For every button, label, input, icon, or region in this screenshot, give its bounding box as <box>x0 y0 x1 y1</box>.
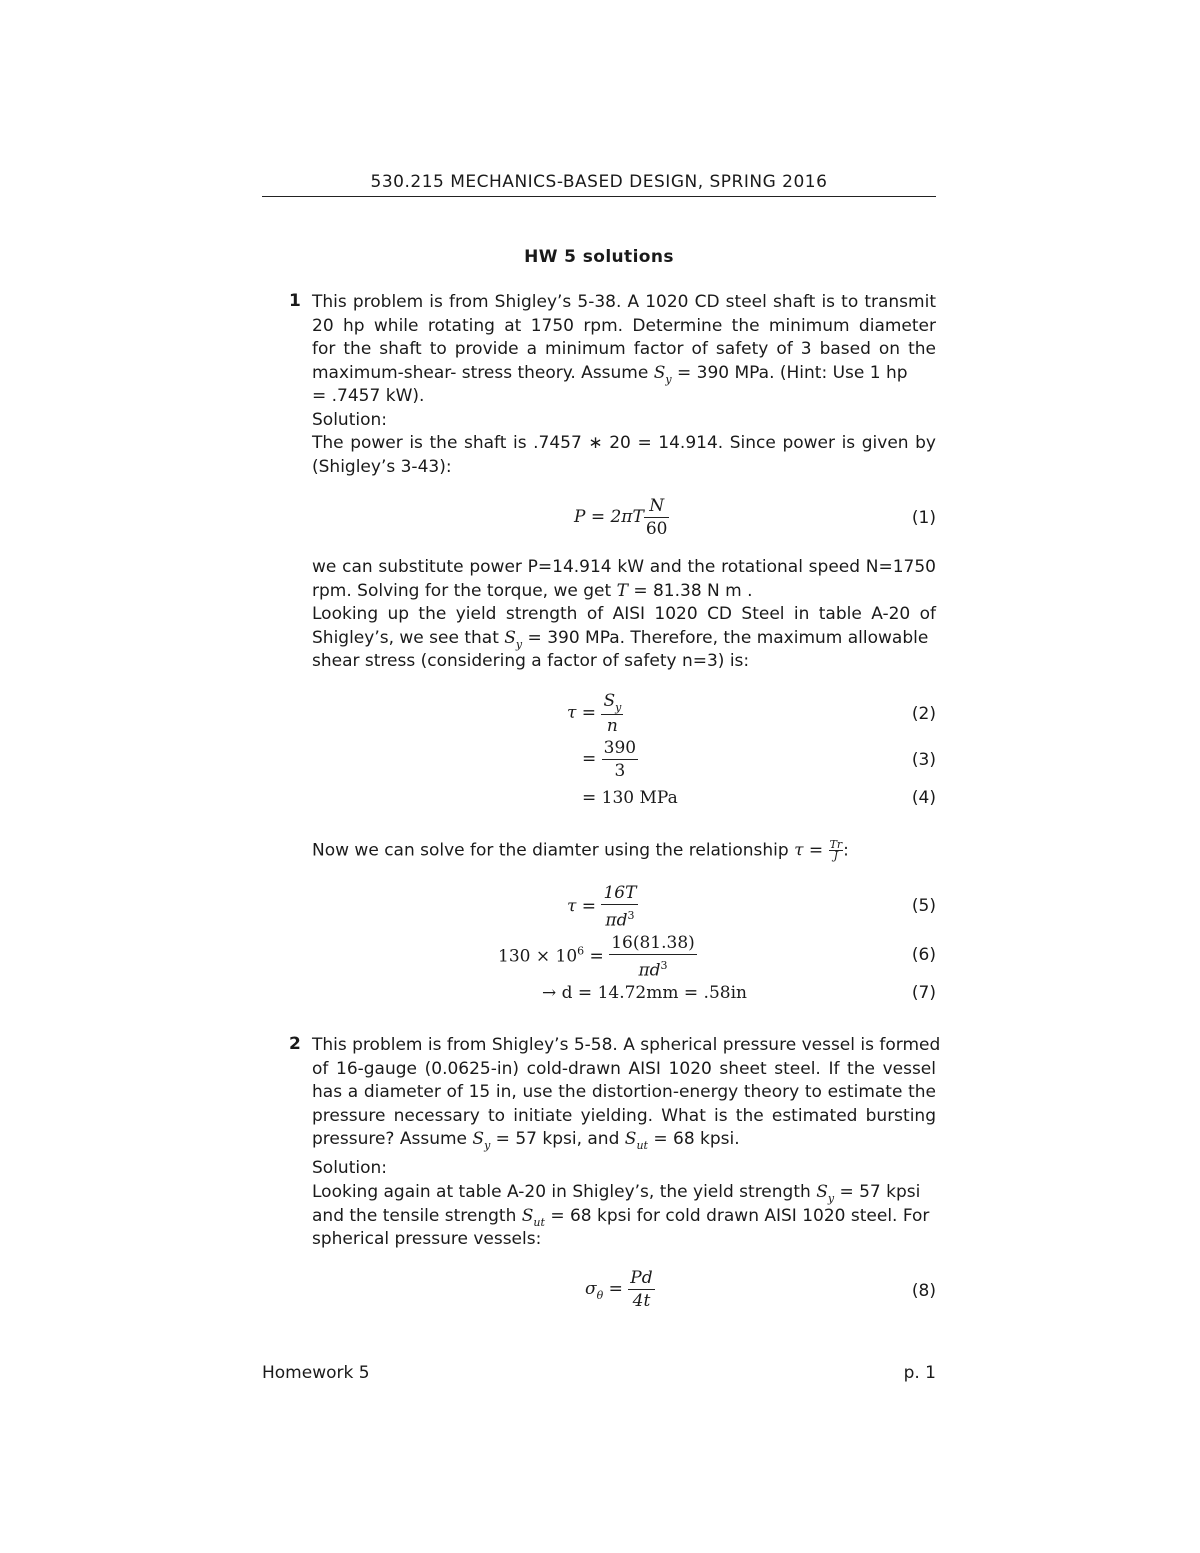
fraction-denominator: J <box>833 849 839 862</box>
solution-label: Solution: <box>312 409 387 430</box>
solution-line: we can substitute power P=14.914 kW and the rotational speed N=1750 <box>312 557 936 577</box>
problem-2-line: This problem is from Shigley’s 5-58. A spherical pressure vessel is formed <box>312 1035 941 1055</box>
fraction-numerator: Pd <box>630 1268 653 1288</box>
fraction-denominator <box>601 905 638 932</box>
equation-number: (1) <box>911 508 936 528</box>
problem-2-line: has a diameter of 15 in, use the distortion-energy theory to estimate the <box>312 1082 936 1102</box>
math-symbol: S <box>504 627 516 648</box>
equation-number: (5) <box>911 896 936 916</box>
equation-1 <box>574 495 669 540</box>
problem-2-line <box>312 1128 740 1153</box>
fraction-numerator: 390 <box>603 738 637 758</box>
equation-lhs: τ = <box>567 703 597 723</box>
equation-7: → d = 14.72mm = .58in <box>542 983 747 1003</box>
text-segment: = 81.38 N m . <box>627 580 753 601</box>
equation-number: (4) <box>911 788 936 808</box>
page-number: p. 1 <box>903 1363 936 1383</box>
math-subscript: ut <box>636 1139 648 1152</box>
problem-1-number: 1 <box>289 291 301 311</box>
equation-lhs: P = 2πT <box>574 507 644 527</box>
equation-number: (7) <box>911 983 936 1003</box>
solution-line: (Shigley’s 3-43): <box>312 456 452 477</box>
solution-line: shear stress (considering a factor of safety n=3) is: <box>312 651 750 671</box>
problem-2-number: 2 <box>289 1034 301 1054</box>
math-subscript: y <box>484 1139 491 1152</box>
fraction-denominator: 3 <box>614 761 626 781</box>
math-subscript: y <box>615 701 622 714</box>
equation-number: (8) <box>911 1281 936 1301</box>
problem-1-line: = .7457 kW). <box>312 386 425 406</box>
equation-lhs: 130 × 10 <box>498 946 578 967</box>
fraction <box>602 737 638 782</box>
problem-2-line: pressure necessary to initiate yielding. What is the estimated bursting <box>312 1105 936 1126</box>
problem-1-line <box>312 362 908 387</box>
running-header: 530.215 MECHANICS-BASED DESIGN, SPRING 2016 <box>370 172 828 192</box>
fraction-numerator: 16(81.38) <box>611 933 695 953</box>
solution-label: Solution: <box>312 1158 387 1178</box>
superscript: 3 <box>627 909 635 922</box>
fraction <box>609 932 697 982</box>
fraction-numerator: N <box>644 495 670 518</box>
equation-number: (6) <box>911 945 936 965</box>
solution-line: The power is the shaft is .7457 ∗ 20 = 14.914. Since power is given by <box>312 433 936 453</box>
equation-number: (3) <box>911 750 936 770</box>
fraction-numerator: Tr <box>829 838 843 851</box>
superscript: 3 <box>660 959 668 972</box>
text-segment: and the tensile strength <box>312 1205 522 1226</box>
solution-line: Now we can solve for the diamter using the relationship τ = $\frac{Tr}{J}$ : <box>312 838 849 862</box>
fraction-denominator: n <box>606 716 618 736</box>
text-segment: Now we can solve for the diamter using the relationship <box>312 840 795 861</box>
text-segment: = 390 MPa. (Hint: Use 1 hp <box>671 362 908 383</box>
math-symbol: S <box>624 1129 637 1149</box>
solution-line <box>312 1181 920 1206</box>
math-symbol: πd <box>605 910 628 931</box>
fraction-denominator: 60 <box>645 519 668 539</box>
fraction-numerator <box>601 690 623 715</box>
text-segment: = 390 MPa. Therefore, the maximum allowable <box>522 627 929 648</box>
fraction <box>644 495 670 540</box>
equation-3 <box>582 737 638 782</box>
fraction-denominator: 4t <box>632 1291 651 1311</box>
solution-line <box>312 627 928 652</box>
fraction <box>601 690 623 737</box>
text-segment: = 68 kpsi. <box>647 1129 740 1149</box>
equation-4: = 130 MPa <box>582 788 678 808</box>
solution-line: Looking up the yield strength of AISI 1020 CD Steel in table A-20 of <box>312 604 936 624</box>
fraction <box>628 1267 654 1312</box>
text-segment: maximum-shear- stress theory. Assume <box>312 362 654 383</box>
math-symbol: S <box>603 691 616 711</box>
text-segment: rpm. Solving for the torque, we get <box>312 580 617 601</box>
text-segment: = 68 kpsi for cold drawn AISI 1020 steel. For <box>544 1205 930 1226</box>
math-symbol: S <box>521 1205 534 1226</box>
equation-5 <box>567 882 638 932</box>
equation-number: (2) <box>911 704 936 724</box>
solution-line <box>312 1205 929 1230</box>
solution-line <box>312 580 753 604</box>
math-subscript: y <box>665 372 672 386</box>
equation-6: $130 \times 10^6$ = $\frac{16(81.38)}{\pi d^3}$ <box>498 933 695 981</box>
math-symbol: πd <box>638 960 661 981</box>
fraction-numerator: 16T <box>603 883 637 903</box>
superscript: 6 <box>577 944 585 958</box>
problem-2-line: of 16-gauge (0.0625-in) cold-drawn AISI 1020 sheet steel. If the vessel <box>312 1058 936 1079</box>
text-segment: = 57 kpsi, and <box>490 1129 625 1149</box>
header-rule <box>262 196 936 197</box>
equation-8: $\sigma_\theta$ = $\frac{Pd}{4t}$ <box>585 1268 653 1311</box>
equation-lhs: = <box>582 749 597 769</box>
problem-1-line: 20 hp while rotating at 1750 rpm. Determine the minimum diameter <box>312 315 936 336</box>
math-subscript: y <box>515 637 523 651</box>
footer-left: Homework 5 <box>262 1363 370 1383</box>
text-segment: = 57 kpsi <box>834 1182 921 1202</box>
text-segment: Looking again at table A-20 in Shigley’s, the yield strength <box>312 1182 817 1202</box>
equation-2 <box>567 690 623 737</box>
math-subscript: ut <box>533 1215 545 1229</box>
math-symbol: S <box>472 1129 485 1149</box>
math-symbol: σ <box>585 1279 597 1299</box>
fraction <box>829 840 844 861</box>
math-symbol: S <box>653 362 666 383</box>
solution-line: spherical pressure vessels: <box>312 1229 542 1249</box>
text-segment: pressure? Assume <box>312 1129 473 1149</box>
problem-1-line: This problem is from Shigley’s 5-38. A 1020 CD steel shaft is to transmit <box>312 292 936 312</box>
problem-1-line: for the shaft to provide a minimum factor of safety of 3 based on the <box>312 339 936 359</box>
math-subscript: θ <box>596 1289 604 1302</box>
fraction-denominator <box>609 955 697 982</box>
fraction <box>601 882 638 932</box>
math-subscript: y <box>827 1192 835 1205</box>
text-segment: Shigley’s, we see that <box>312 627 505 648</box>
math-symbol: S <box>816 1182 828 1202</box>
math-symbol: τ <box>794 840 804 861</box>
math-symbol: T <box>616 580 628 601</box>
equation-lhs: τ = <box>567 896 597 917</box>
page-title: HW 5 solutions <box>524 247 674 267</box>
